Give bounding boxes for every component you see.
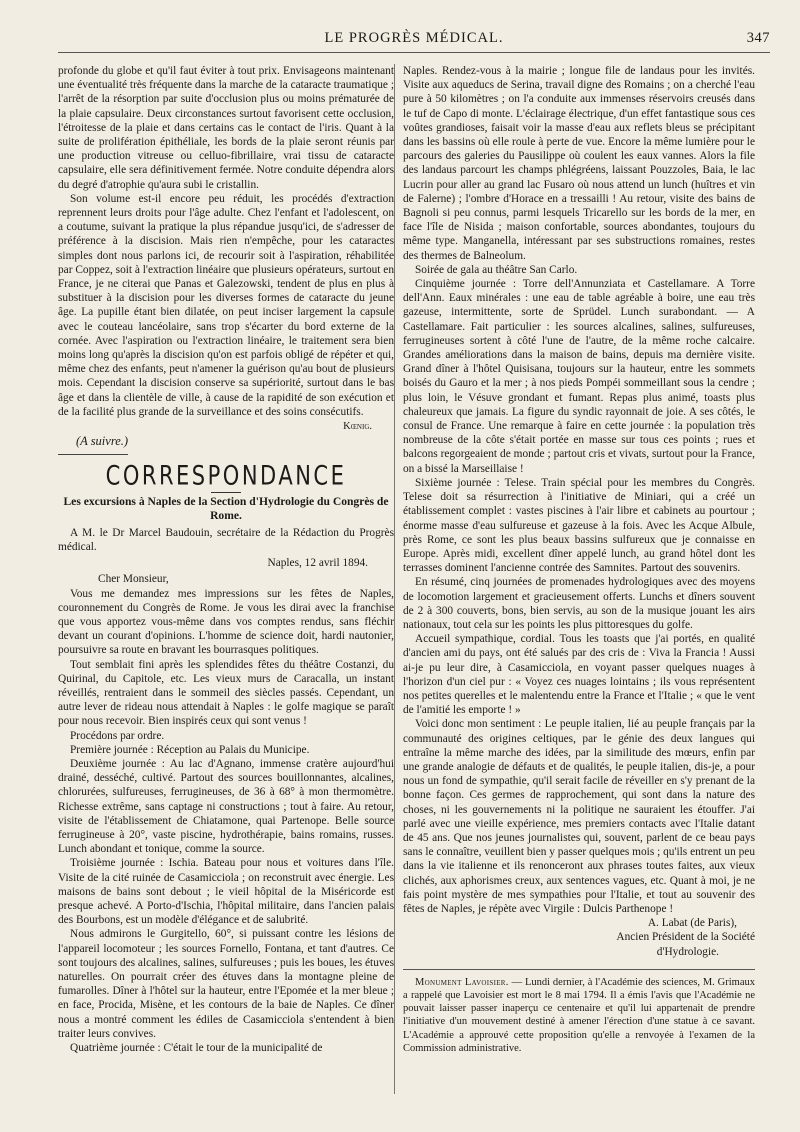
letter-signature: A. Labat (de Paris), bbox=[647, 917, 737, 930]
paragraph: Première journée : Réception au Palais du Municipe. bbox=[70, 743, 310, 756]
paragraph: Cinquième journée : Torre dell'Annunziata et Castellamare. A Torre dell'Ann. Eaux minérales : une eau de table agréable à boire, une eau très gazeuse, intermittente, sorte de Sprüdel. Lunch surabondant. — A Castellamare. Fait particulier : les sources alcalines, salines, sulfureuses, ferrugineuses sortent à côté l'une de l'autre, de la même roche calcaire. Grandes améliorations dans la maison de bains, depuis ma dernière visite. Grand dîner à l'hôtel Quisisana, toujours sur la hauteur, entre les sommets boisés du Gauro et la mer ; à nos pieds Pompéi sommeillant sous la cendre ; plus loin, le Vésuve grondant et fumant. Repas plus animé, toasts plus chaleureux que jamais. La figure du syndic rayonnait de joie. A ses côtés, le consul de France. Une remarque à faire en cette journée : la population très nombreuse de la côte s'était portée en masse sur tous ces points ; rues et balcons regorgeaient de monde ; partout cris et vivats, surtout pour la France, on a bissé la Marseillaise ! bbox=[403, 278, 755, 475]
page-number: 347 bbox=[746, 30, 770, 46]
paragraph: Quatrième journée : C'était le tour de la municipalité de bbox=[70, 1042, 323, 1054]
paragraph: profonde du globe et qu'il faut éviter à tout prix. Envisageons maintenant une éventualité très fréquente dans la marche de la cataracte traumatique ; l'arrêt de la résorption par suite d'occlusion plus ou moins prématurée de la plaie capsulaire. Deux circonstances surtout favorisent cette occlusion, l'étroitesse de la plaie et dans certains cas le contact de l'iris. Quant à la suite de prolifération épithéliale, les bords de la plaie seront réunis par une production vitreuse ou celluo-fibrillaire, vrai tissu de cataracte capsulaire, elle sera définitivement fermée. Notre conduite dépendra alors du degré d'atrophie qu'aura subi le cristallin. bbox=[58, 65, 394, 191]
article-headline: Les excursions à Naples de la Section d'Hydrologie du Congrès de Rome. bbox=[63, 494, 389, 522]
paragraph: Troisième journée : Ischia. Bateau pour nous et voitures dans l'île. Visite de la cité ruinée de Casamicciola ; on reconstruit avec énergie. Les maisons de bains sont debout ; le vieil hôpital de la Miséricorde est presque achevé. A Porto-d'Ischia, l'hôpital militaire, dans l'ancien palais des Bourbons, est un modèle d'élégance et de salubrité. bbox=[58, 857, 394, 927]
notice-heading: Monument Lavoisier. bbox=[415, 976, 509, 988]
section-title: CORRESPONDANCE bbox=[105, 461, 347, 492]
signature-title: Ancien Président de la Société bbox=[616, 931, 755, 944]
letter-dateline: Naples, 12 avril 1894. bbox=[267, 557, 368, 570]
paragraph: Sixième journée : Telese. Train spécial pour les membres du Congrès. Telese doit sa résurrection à l'initiative de Miniari, qui a créé un établissement complet : vastes piscines à l'air libre et cabinets au pourtour ; énorme masse d'eau sulfureuse et gazeuse à la fois. Avec les Acque Albule, près Rome, ce sont les plus beaux bassins sulfureux que je connaisse en Europe. Après midi, excellent dîner appelé lunch, au grand hôtel dont les terrasses dominent l'ancienne contrée des Samnites. Partout des souvenirs. bbox=[403, 476, 755, 575]
signature-title: d'Hydrologie. bbox=[656, 945, 719, 958]
column-divider bbox=[394, 64, 395, 1094]
paragraph: Accueil sympathique, cordial. Tous les toasts que j'ai portés, en qualité d'ancien ami du pays, ont été salués par des cris de : Viva la Francia ! Aussi ai-je pu leur dire, à Casamicciola, en voyant passer quelques nuages à l'horizon d'un ciel pur : « Voyez ces nuages lointains ; ils vous représentent nos petites querelles et le malentendu entre la France et l'Italie ; « que le vent de l'amitié les emporte ! » bbox=[403, 633, 755, 717]
paragraph: Tout semblait fini après les splendides fêtes du théâtre Costanzi, du Quirinal, du Capitole, etc. Les vieux murs de Caracalla, un instant réveillés, rentraient dans le sommeil des siècles passés. Cependant, un autre lever de rideau nous attendait à Naples : le golfe magique se paraît pour nous recevoir. Bien inspirés ceux qui sont venus ! bbox=[58, 658, 394, 728]
paragraph: Soirée de gala au théâtre San Carlo. bbox=[415, 263, 578, 276]
running-header bbox=[58, 28, 770, 53]
paragraph: Naples. Rendez-vous à la mairie ; longue file de landaus pour les invités. Visite aux aqueducs de Serina, travail digne des Romains ; on a cherché l'eau pure à 50 kilomètres ; on l'a conduite aux immenses réservoirs creusés dans le tuf de Capo di monte. L'éclairage électrique, d'un effet fantastique sous ces voûtes grandioses, faisait voir la masse d'eau aux reflets bleus se précipitant dans les bassins où elle roule à perte de vue. Encore la même lumière pour le parcours des galeries du Pausilippe où coulent les eaux vannes. Alors la file des landaus parcourt les champs phlégréens, laissant Pouzzoles, Baia, le lac Lucrin pour aller au grand lac Fusaro où nous attend un lunch (huîtres et vin de Falerne) ; l'ombre d'Horace en a tressailli ! Au retour, visite des bains de Bagnoli si peu connus, parmi lesquels Tricarello sur les bords de la mer, en face l'île de Nisida ; maison confortable, sources abondantes, toujours du même type. Manganella, intéressant par ses substructions romaines, restes des thermes de Balneolum. bbox=[403, 65, 755, 262]
divider bbox=[403, 969, 755, 970]
left-column bbox=[58, 64, 394, 1055]
paragraph: Nous admirons le Gurgitello, 60°, si puissant contre les lésions de l'appareil locomoteur ; les sources Fornello, Fontana, et tant d'autres. Ce sont toujours des alcalines, salines, sulfureuses ; puis les boues, les étuves naturelles. On pourrait créer des étuves dans la montagne pleine de fumarolles. Dîner à l'hôtel sur la hauteur, entre l'Epomée et la mer bleue ; en face, Procida, Misène, et les contours de la baie de Naples. Ce dîner nous a montré comment les édiles de Casamicciola s'entendent à bien traiter leurs convives. bbox=[58, 928, 394, 1040]
right-column bbox=[403, 64, 755, 1055]
letter-salutation: Cher Monsieur, bbox=[98, 573, 169, 586]
letter-address: A M. le Dr Marcel Baudouin, secrétaire de la Rédaction du Progrès médical. bbox=[58, 526, 394, 553]
journal-title: LE PROGRÈS MÉDICAL. bbox=[324, 30, 504, 46]
paragraph: Procédons par ordre. bbox=[70, 729, 165, 742]
paragraph: Son volume est-il encore peu réduit, les procédés d'extraction reprennent leurs droits pour l'âge adulte. Chez l'enfant et l'adolescent, on a coutume, suivant la pratique la plus répandue jusqu'ici, de s'adresser de préférence à la discision. Mais rien n'empêche, pour les cataractes simples dont nous parlons ici, de recourir soit à l'aspiration, réhabilitée par Coppez, soit à l'extraction linéaire que plusieurs opérateurs, surtout en France, je ne citerai que Panas et Galezowski, tendent de plus en plus à substituer à la discision pour les diverses formes de cataracte du jeune âge. La pupille étant bien dilatée, on peut inciser largement la capsule avec le couteau lancéolaire, sans trop s'écarter du bord externe de la cornée. Avec l'aspiration ou l'extraction linéaire, le traitement sera bien moins long qu'après la discision qu'on est parfois obligé de répéter et qui, même chez des enfants, peut n'amener la guérison qu'au bout de plusieurs mois. Cependant la discision conserve sa supériorité, surtout dans le bas âge et dans la clientèle de ville, à cause de la rapidité de son exécution et de la facilité plus grande de la surveillance et des soins consécutifs. bbox=[58, 192, 394, 418]
paragraph: Deuxième journée : Au lac d'Agnano, immense cratère aujourd'hui drainé, desséché, cultivé. Partout des sources bouillonnantes, alcalines, chlorurées, sulfureuses, ferrugineuses, de 36 à 68° à mon thermomètre. Richesse extrême, sans captage ni constructions ; tout à faire. Au retour, visite de l'établissement de Chiatamone, quai Partenope. Belle source ferrugineuse à 20°, vaste piscine, hydrothérapie, bains romains, russes. Lunch abondant et tonique, comme la source. bbox=[58, 757, 394, 856]
article-author: Kœnig. bbox=[343, 421, 372, 433]
to-be-continued: (A suivre.) bbox=[76, 434, 129, 449]
notice-body: — Lundi dernier, à l'Académie des sciences, M. Grimaux a rappelé que Lavoisier est mort le 8 mai 1794. Il a émis l'avis que l'Académie ne pouvait laisser passer inaperçu ce centenaire et qu'il lui appartenait de prendre l'initiative d'un mouvement destiné à amener l'érection d'une statue à ce savant. L'Académie a approuvé cette proposition qu'elle a renvoyée à l'examen de la Commission administrative. bbox=[403, 976, 755, 1054]
news-notice bbox=[403, 976, 755, 1055]
paragraph: Voici donc mon sentiment : Le peuple italien, lié au peuple français par la communauté des origines celtiques, par le génie des deux langues qui entraîne la même marche des idées, par la similitude des mœurs, enfin par une grande analogie de défauts et de qualités, le peuple italien, dis-je, a pour nous un fond de sympathie, qu'il serait facile de réveiller en s'y prenant de la bonne façon. Ces germes de rapprochement, qui sont dans la nature des choses, ni les gouvernements ni la politique ne sauraient les étouffer. J'ai parlé avec une vieille expérience, mes premiers contacts avec l'Italie datant de 45 ans. Que nos jeunes journalistes qui, souvent, parlent de ce beau pays sans le connaître, veuillent bien y passer quelques mois ; qu'ils entrent un peu dans la vie italienne et ils renonceront aux phrases toutes faites, aux vieux clichés, aux aphorismes creux, aux sentences vagues, etc. Quant à moi, je ne fais point mystère de mes sympathies pour l'Italie, et tout au souvenir des fêtes de Naples, je répète avec Virgile : Dulcis Parthenope ! bbox=[403, 718, 755, 915]
paragraph: Vous me demandez mes impressions sur les fêtes de Naples, couronnement du Congrès de Rome. Je vous les dirai avec la franchise que vous apportez vous-même dans vos comptes rendus, sans fléchir devant un courant d'opinions. L'homme de science doit, hardi nautonier, poursuivre sa route en bravant les bourrasques politiques. bbox=[58, 587, 394, 657]
divider bbox=[58, 454, 128, 455]
paragraph: En résumé, cinq journées de promenades hydrologiques avec des moyens de locomotion largement et gracieusement offerts. Lunchs et dîners souvent de 2 à 300 couverts, bons, bien servis, au son de la musique jouant les airs nationaux, tout cela sur les points les plus pittoresques du golfe. bbox=[403, 576, 755, 631]
divider bbox=[211, 492, 241, 493]
